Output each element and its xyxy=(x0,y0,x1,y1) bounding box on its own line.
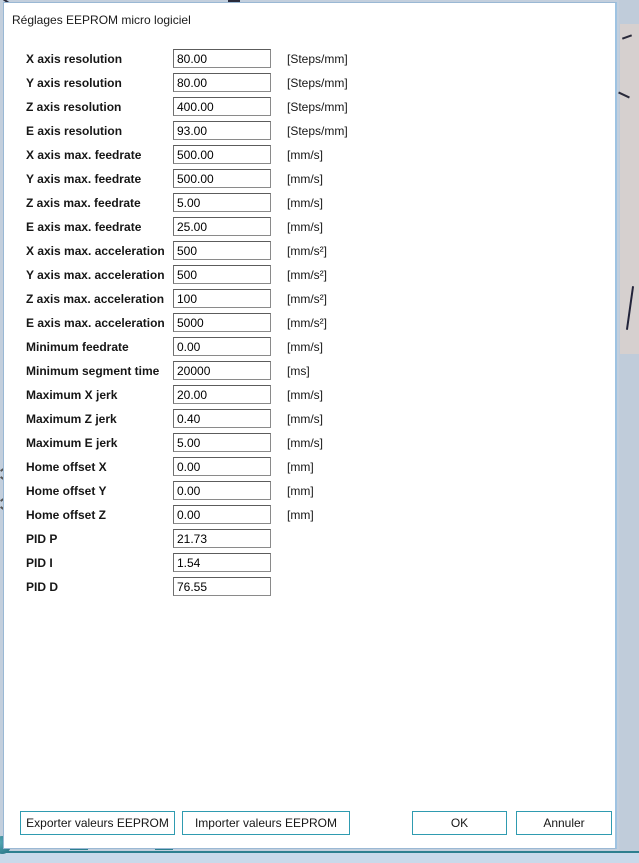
ok-button[interactable]: OK xyxy=(412,811,507,835)
field-unit: [mm/s²] xyxy=(287,316,327,330)
field-unit: [mm] xyxy=(287,460,314,474)
field-value-input[interactable] xyxy=(173,241,271,260)
field-value-input[interactable] xyxy=(173,313,271,332)
field-unit: [mm/s] xyxy=(287,340,323,354)
eeprom-field-row xyxy=(4,409,618,433)
underlying-wireframe-mark xyxy=(626,286,634,330)
eeprom-field-row xyxy=(4,289,618,313)
field-unit: [mm/s²] xyxy=(287,244,327,258)
field-label: Y axis max. feedrate xyxy=(26,172,142,186)
field-unit: [mm/s²] xyxy=(287,292,327,306)
eeprom-field-row xyxy=(4,121,618,145)
field-label: Minimum segment time xyxy=(26,364,160,378)
field-value-input[interactable] xyxy=(173,49,271,68)
field-value-input[interactable] xyxy=(173,433,271,452)
field-label: Z axis resolution xyxy=(26,100,122,114)
field-value-input[interactable] xyxy=(173,73,271,92)
field-unit: [mm/s] xyxy=(287,412,323,426)
field-value-input[interactable] xyxy=(173,217,271,236)
field-unit: [mm/s] xyxy=(287,220,323,234)
field-label: Maximum E jerk xyxy=(26,436,118,450)
eeprom-settings-dialog xyxy=(3,2,617,849)
eeprom-field-row xyxy=(4,241,618,265)
export-eeprom-button[interactable]: Exporter valeurs EEPROM xyxy=(20,811,175,835)
field-label: Maximum Z jerk xyxy=(26,412,117,426)
eeprom-field-row xyxy=(4,481,618,505)
field-value-input[interactable] xyxy=(173,529,271,548)
eeprom-field-row xyxy=(4,49,618,73)
field-value-input[interactable] xyxy=(173,337,271,356)
underlying-wireframe-mark xyxy=(618,92,630,99)
eeprom-field-row xyxy=(4,361,618,385)
field-value-input[interactable] xyxy=(173,577,271,596)
field-unit: [Steps/mm] xyxy=(287,100,348,114)
field-unit: [mm/s²] xyxy=(287,268,327,282)
cancel-button[interactable]: Annuler xyxy=(516,811,612,835)
underlying-wireframe-mark xyxy=(622,34,632,39)
background-right-patch xyxy=(620,24,639,354)
field-value-input[interactable] xyxy=(173,169,271,188)
eeprom-field-row xyxy=(4,505,618,529)
field-unit: [ms] xyxy=(287,364,310,378)
field-unit: [Steps/mm] xyxy=(287,52,348,66)
field-label: Maximum X jerk xyxy=(26,388,118,402)
field-value-input[interactable] xyxy=(173,289,271,308)
field-value-input[interactable] xyxy=(173,553,271,572)
eeprom-field-row xyxy=(4,433,618,457)
field-label: X axis max. acceleration xyxy=(26,244,165,258)
field-value-input[interactable] xyxy=(173,121,271,140)
field-label: E axis max. feedrate xyxy=(26,220,142,234)
field-label: Home offset Z xyxy=(26,508,107,522)
field-value-input[interactable] xyxy=(173,265,271,284)
field-unit: [mm/s] xyxy=(287,172,323,186)
eeprom-field-row xyxy=(4,457,618,481)
field-label: Y axis max. acceleration xyxy=(26,268,165,282)
field-value-input[interactable] xyxy=(173,97,271,116)
eeprom-field-row xyxy=(4,553,618,577)
background-bottom-strip xyxy=(0,851,639,863)
field-label: Z axis max. feedrate xyxy=(26,196,141,210)
eeprom-field-row xyxy=(4,145,618,169)
field-label: Home offset Y xyxy=(26,484,107,498)
field-label: Home offset X xyxy=(26,460,107,474)
field-label: E axis resolution xyxy=(26,124,123,138)
field-label: X axis resolution xyxy=(26,52,123,66)
background-right-strip xyxy=(619,0,639,861)
field-unit: [mm/s] xyxy=(287,148,323,162)
eeprom-field-row xyxy=(4,217,618,241)
eeprom-field-row xyxy=(4,169,618,193)
field-value-input[interactable] xyxy=(173,409,271,428)
field-unit: [Steps/mm] xyxy=(287,124,348,138)
field-label: E axis max. acceleration xyxy=(26,316,165,330)
field-label: Y axis resolution xyxy=(26,76,122,90)
eeprom-field-row xyxy=(4,193,618,217)
field-unit: [mm] xyxy=(287,484,314,498)
field-label: Minimum feedrate xyxy=(26,340,129,354)
eeprom-field-row xyxy=(4,313,618,337)
eeprom-field-row xyxy=(4,529,618,553)
field-label: Z axis max. acceleration xyxy=(26,292,165,306)
field-label: PID P xyxy=(26,532,58,546)
eeprom-field-row xyxy=(4,577,618,601)
field-unit: [mm] xyxy=(287,508,314,522)
field-unit: [mm/s] xyxy=(287,436,323,450)
field-label: PID D xyxy=(26,580,59,594)
eeprom-field-row xyxy=(4,265,618,289)
field-label: X axis max. feedrate xyxy=(26,148,142,162)
field-value-input[interactable] xyxy=(173,361,271,380)
eeprom-field-row xyxy=(4,337,618,361)
field-label: PID I xyxy=(26,556,53,570)
field-value-input[interactable] xyxy=(173,145,271,164)
import-eeprom-button[interactable]: Importer valeurs EEPROM xyxy=(182,811,350,835)
eeprom-field-row xyxy=(4,73,618,97)
field-unit: [mm/s] xyxy=(287,196,323,210)
dialog-title: Réglages EEPROM micro logiciel xyxy=(12,13,191,27)
field-unit: [Steps/mm] xyxy=(287,76,348,90)
field-value-input[interactable] xyxy=(173,505,271,524)
eeprom-field-row xyxy=(4,97,618,121)
eeprom-field-row xyxy=(4,385,618,409)
field-value-input[interactable] xyxy=(173,193,271,212)
field-value-input[interactable] xyxy=(173,385,271,404)
field-value-input[interactable] xyxy=(173,457,271,476)
field-value-input[interactable] xyxy=(173,481,271,500)
field-unit: [mm/s] xyxy=(287,388,323,402)
